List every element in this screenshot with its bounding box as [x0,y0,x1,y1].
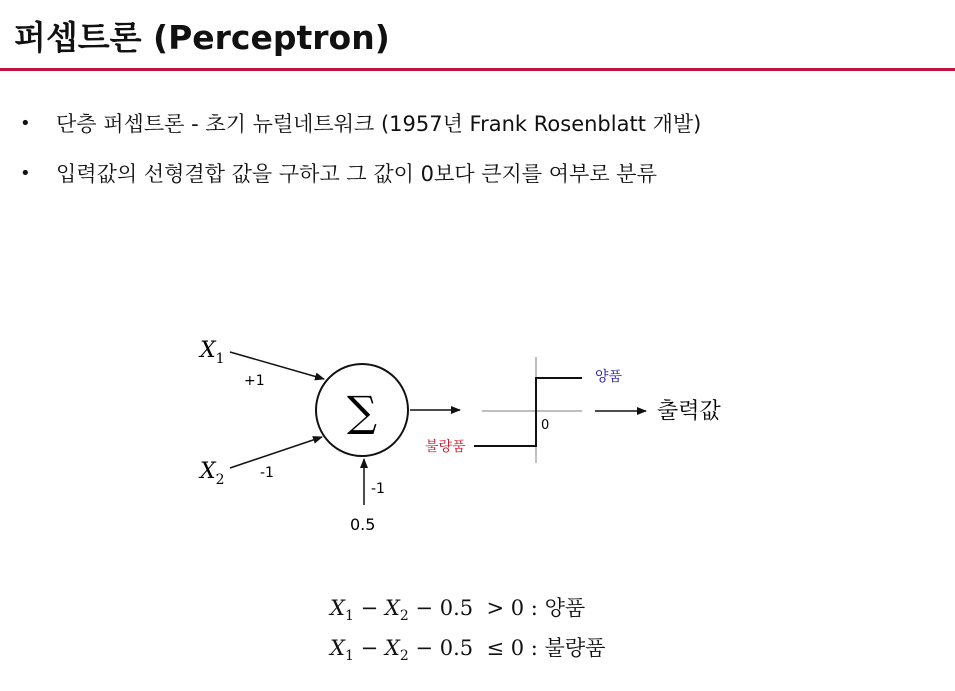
input2-weight: -1 [260,465,274,481]
input1-label: $X_1$ [200,338,225,367]
bias-weight: -1 [371,481,385,497]
bullet-item: • 단층 퍼셉트론 - 초기 뉴럴네트워크 (1957년 Frank Rosenblatt 개발) [20,110,701,138]
bullet-item: • 입력값의 선형결합 값을 구하고 그 값이 0보다 큰지를 여부로 분류 [20,160,701,188]
input1-weight: +1 [244,373,265,389]
bias-value: 0.5 [350,515,376,534]
negative-label: 불량품 [425,439,466,455]
output-label: 출력값 [657,399,721,424]
page-title: 퍼셉트론 (Perceptron) [14,18,390,57]
positive-label: 양품 [595,369,623,385]
input2-arrow [230,437,322,468]
sigma-icon: ∑ [347,387,377,436]
input2-label: $X_2$ [200,459,225,488]
equation-positive: $X_1 - X_2 - 0.5 > 0$ : 양품 [330,596,586,625]
equation-negative: $X_1 - X_2 - 0.5 \le 0$ : 불량품 [330,636,606,665]
threshold-label: 0 [541,418,550,433]
step-function [474,378,582,446]
